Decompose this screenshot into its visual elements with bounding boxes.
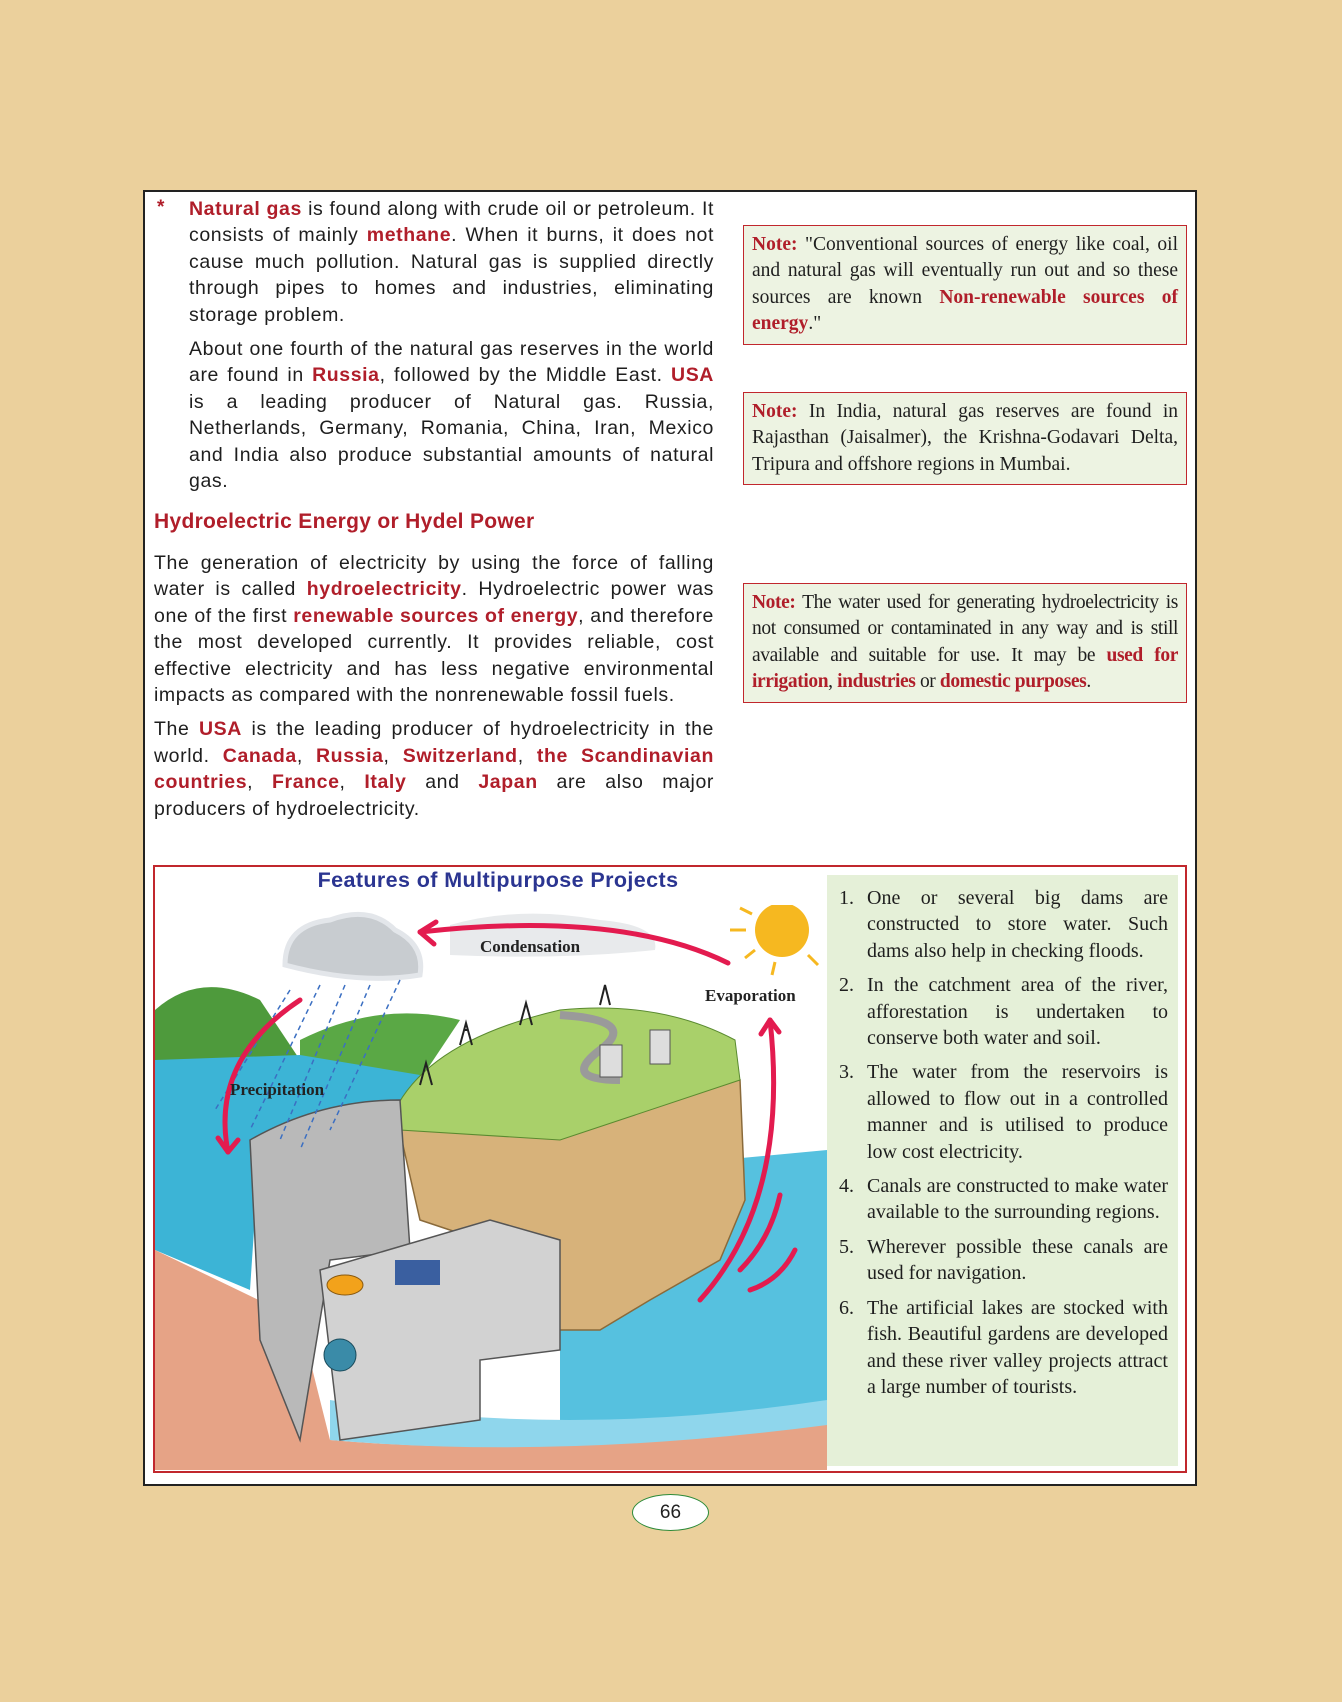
highlighted-term: Non-renewable sources of energy: [752, 286, 1178, 335]
text-run: "Conventional sources of energy like coal, oil and natural gas will eventually run out and so these sources are known: [752, 234, 1178, 308]
item-text: Wherever possible these canals are used for navigation.: [867, 1235, 1168, 1285]
features-list: [827, 875, 1178, 1466]
text-run: . When it burns, it does not cause much pollution. Natural gas is supplied directly through pipes to homes and industries, eliminating storage problem.: [189, 224, 714, 326]
note-label: Note:: [752, 234, 798, 255]
label-precipitation: Precipitation: [230, 1080, 325, 1099]
window-panel: [395, 1260, 440, 1285]
highlighted-term: hydroelectricity: [306, 578, 462, 601]
bullet-star: *: [157, 197, 165, 218]
highlighted-term: USA: [671, 364, 714, 387]
building: [600, 1045, 622, 1077]
list-item: [839, 972, 1168, 1051]
text-run: ,: [296, 744, 316, 767]
text-run: The water used for generating hydroelectricity is not consumed or contaminated in any way and is still available and suitable for use. It may be: [752, 592, 1178, 666]
list-item: [839, 885, 1168, 964]
item-text: The artificial lakes are stocked with fish. Beautiful gardens are developed and these river valley projects attract a large number of tourists.: [867, 1296, 1168, 1398]
turbine: [324, 1339, 356, 1371]
text-run: The: [154, 718, 199, 741]
highlighted-term: Russia: [316, 744, 384, 767]
list-item: [839, 1059, 1168, 1165]
text-run: . Hydroelectric power was one of the first: [154, 578, 714, 627]
text-run: or: [915, 671, 940, 693]
figure-title: Features of Multipurpose Projects: [317, 868, 679, 892]
highlighted-term: Canada: [222, 744, 297, 767]
text-run: is a leading producer of Natural gas. Russia, Netherlands, Germany, Romania, China, Iran, Mexico and India also produce substantial amounts of natural gas.: [189, 390, 714, 493]
text-run: .: [1086, 671, 1091, 693]
item-text: The water from the reservoirs is allowed to flow out in a controlled manner and is utilised to produce low cost electricity.: [867, 1061, 1168, 1163]
highlighted-term: methane: [366, 224, 452, 247]
highlighted-term: Switzerland: [402, 744, 518, 767]
item-number: 2.: [839, 974, 854, 997]
label-condensation: Condensation: [480, 937, 581, 956]
paragraph-natural-gas-reserves: [154, 336, 714, 494]
paragraph-natural-gas-intro: [154, 196, 714, 328]
item-text: Canals are constructed to make water available to the surrounding regions.: [867, 1175, 1168, 1224]
text-run: is found along with crude oil or petroleum. It consists of mainly: [189, 198, 714, 247]
paragraph-hydro-producers: [154, 716, 714, 822]
label-evaporation: Evaporation: [705, 986, 796, 1005]
item-number: 6.: [839, 1296, 854, 1319]
text-run: .": [808, 313, 822, 335]
highlighted-term: Russia: [312, 364, 380, 387]
highlighted-term: Natural gas: [189, 198, 302, 220]
highlighted-term: industries: [837, 671, 916, 693]
highlighted-term: Italy: [364, 771, 407, 794]
note-label: Note:: [752, 592, 796, 613]
text-run: The generation of electricity by using the force of falling water is called: [154, 552, 714, 601]
sun-icon: [755, 905, 809, 957]
note-box-nonrenewable: [743, 225, 1187, 345]
item-number: 1.: [839, 887, 854, 909]
multipurpose-project-illustration: [155, 905, 827, 1470]
text-run: are also major producers of hydroelectricity.: [154, 771, 715, 820]
text-run: ,: [828, 671, 838, 693]
text-run: ,: [247, 771, 272, 794]
list-item: [839, 1173, 1168, 1226]
left-column-top: [154, 196, 714, 494]
item-text: In the catchment area of the river, afforestation is undertaken to conserve both water and soil.: [867, 974, 1168, 1050]
highlighted-term: USA: [198, 718, 242, 741]
list-item: [839, 1295, 1168, 1401]
text-run: ,: [339, 771, 365, 794]
highlighted-term: domestic purposes: [939, 671, 1087, 693]
highlighted-term: Japan: [478, 771, 538, 794]
note-label: Note:: [752, 401, 798, 422]
left-column-bottom: [154, 550, 714, 822]
list-item: [839, 1234, 1168, 1287]
text-run: ,: [517, 744, 537, 767]
page-number: 66: [632, 1494, 709, 1531]
highlighted-term: used for irrigation: [752, 644, 1178, 693]
text-run: ,: [383, 744, 403, 767]
note-box-india-gas: [743, 392, 1187, 485]
highlighted-term: the Scandinavian countries: [154, 744, 714, 794]
text-run: About one fourth of the natural gas reserves in the world are found in: [189, 338, 714, 387]
item-number: 4.: [839, 1175, 854, 1198]
highlighted-term: France: [272, 771, 340, 794]
section-heading-hydroelectric: Hydroelectric Energy or Hydel Power: [154, 510, 535, 533]
text-run: , followed by the Middle East.: [379, 364, 672, 387]
item-text: One or several big dams are constructed to store water. Such dams also help in checking floods.: [867, 887, 1168, 962]
item-number: 5.: [839, 1235, 854, 1258]
text-run: , and therefore the most developed currently. It provides reliable, cost effective electricity and has less negative environmental impacts as compared with the nonrenewable fossil fuels.: [154, 604, 715, 707]
paragraph-hydro-definition: [154, 550, 714, 708]
cloud-icon: [285, 914, 421, 978]
building: [650, 1030, 670, 1064]
text-run: and: [406, 771, 479, 794]
text-run: In India, natural gas reserves are found in Rajasthan (Jaisalmer), the Krishna-Godavari Delta, Tripura and offshore regions in Mumbai.: [752, 401, 1178, 475]
note-box-water-reuse: [743, 583, 1187, 703]
highlighted-term: renewable sources of energy: [293, 604, 579, 627]
text-run: is the leading producer of hydroelectricity in the world.: [154, 718, 715, 767]
generator: [327, 1275, 363, 1295]
item-number: 3.: [839, 1061, 854, 1084]
